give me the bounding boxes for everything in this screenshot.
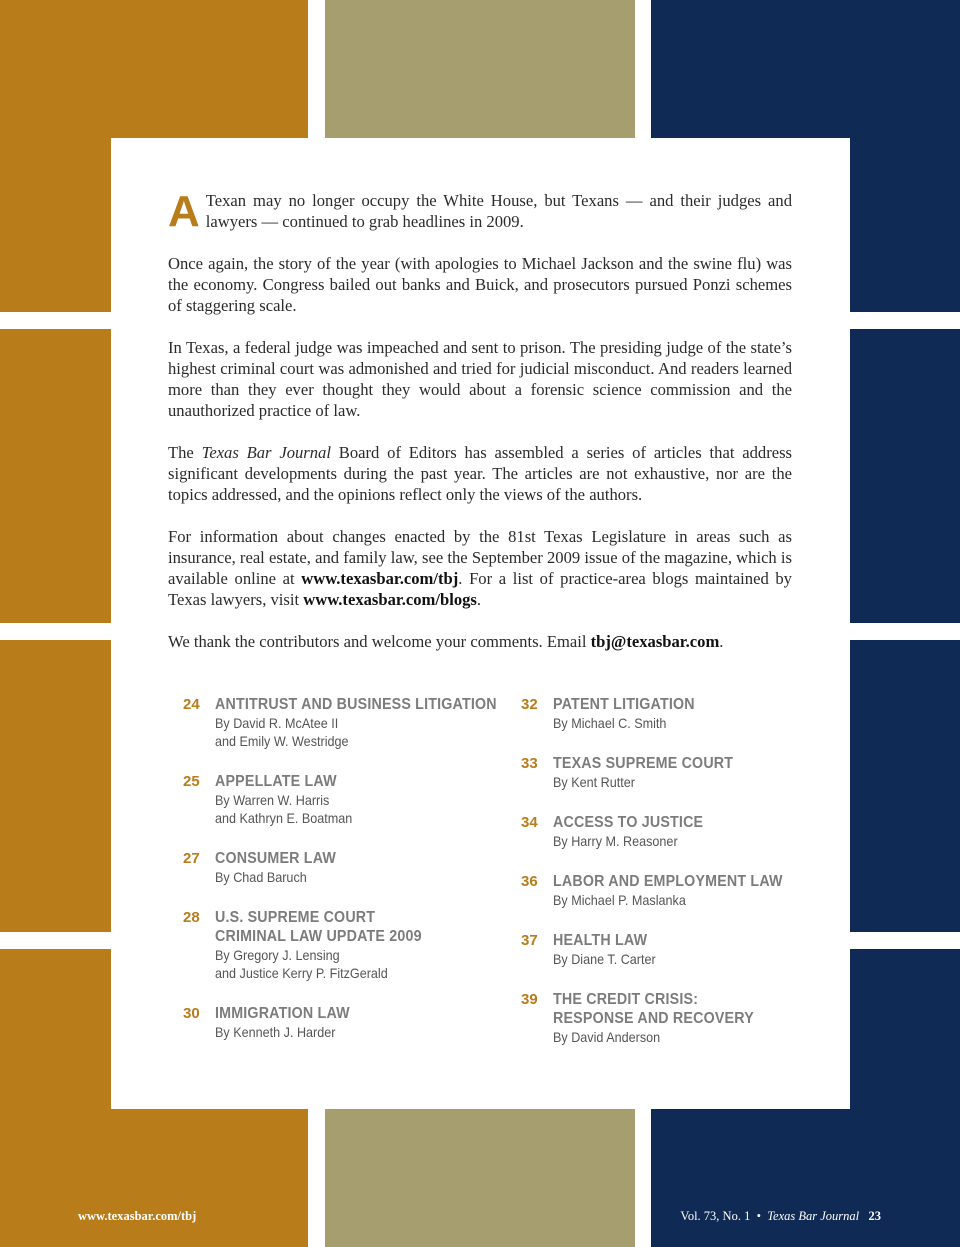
toc-entry[interactable] <box>521 813 841 850</box>
toc-page-number: 33 <box>521 755 538 772</box>
toc-author-line: By Warren W. Harris <box>215 792 330 808</box>
intro-paragraph-4 <box>168 442 792 505</box>
toc-page-number: 36 <box>521 873 538 890</box>
bg-tile <box>0 0 308 138</box>
footer-url[interactable]: www.texasbar.com/tbj <box>78 1209 197 1223</box>
toc-entry[interactable] <box>183 772 503 827</box>
toc-page-number: 39 <box>521 991 538 1008</box>
intro-p2-text: Once again, the story of the year (with apologies to Michael Jackson and the swine flu) was the economy. Congress bailed out banks and Buick, and prosecutors pursued Ponzi schemes of staggering scale. <box>168 254 792 315</box>
intro-paragraph-2 <box>168 253 792 316</box>
blogs-link[interactable]: www.texasbar.com/blogs <box>303 590 477 609</box>
toc-page-number: 24 <box>183 696 200 713</box>
bg-tile <box>0 949 111 1109</box>
toc-entry[interactable] <box>183 695 503 750</box>
toc-entry[interactable] <box>183 849 503 886</box>
toc-author-line: By Diane T. Carter <box>553 951 656 967</box>
toc-entry[interactable] <box>521 990 841 1046</box>
toc-left-column <box>183 695 503 1063</box>
bg-tile <box>325 0 635 138</box>
toc-article-title: HEALTH LAW <box>553 932 648 949</box>
toc-article-title: RESPONSE AND RECOVERY <box>553 1010 754 1027</box>
toc-entry[interactable] <box>521 872 841 909</box>
bg-tile <box>0 1109 308 1247</box>
toc-author-line: By Michael P. Maslanka <box>553 892 686 908</box>
toc-article-title: CRIMINAL LAW UPDATE 2009 <box>215 928 422 945</box>
toc-author-line: and Kathryn E. Boatman <box>215 810 353 826</box>
content-panel <box>111 138 850 1109</box>
intro-text <box>168 187 793 673</box>
bg-tile <box>0 640 111 932</box>
toc-article-title: TEXAS SUPREME COURT <box>553 755 734 772</box>
page-number: 23 <box>868 1209 881 1223</box>
footer-volume: Vol. 73, No. 1 <box>680 1209 751 1223</box>
footer-bullet: • <box>756 1209 761 1223</box>
toc-article-title: IMMIGRATION LAW <box>215 1005 350 1022</box>
intro-paragraph-6 <box>168 631 792 652</box>
toc-author-line: By Harry M. Reasoner <box>553 833 678 849</box>
toc-author-line: By David Anderson <box>553 1029 661 1045</box>
toc-article-title: U.S. SUPREME COURT <box>215 909 376 926</box>
toc-page-number: 30 <box>183 1005 200 1022</box>
toc-page-number: 28 <box>183 909 200 926</box>
dropcap: A <box>168 187 200 236</box>
toc-author-line: By Gregory J. Lensing <box>215 947 340 963</box>
bg-tile <box>325 1109 635 1247</box>
toc-author-line: By David R. McAtee II <box>215 715 339 731</box>
intro-p6-a: We thank the contributors and welcome your comments. Email <box>168 632 591 651</box>
toc-author-line: By Kenneth J. Harder <box>215 1024 336 1040</box>
toc-author-line: By Michael C. Smith <box>553 715 667 731</box>
toc-article-title: APPELLATE LAW <box>215 773 337 790</box>
bg-tile <box>0 329 111 623</box>
bg-tile <box>850 949 960 1109</box>
intro-p1-text: Texan may no longer occupy the White House, but Texans — and their judges and lawyers — continued to grab headlines in 2009. <box>205 191 792 231</box>
intro-p5-a: For information about changes enacted by the 81st Texas Legislature in areas such as insurance, real estate, and family law, see the September 2009 issue of the magazine, which is available online at <box>168 527 792 588</box>
toc-author-line: By Chad Baruch <box>215 869 307 885</box>
toc-article-title: THE CREDIT CRISIS: <box>553 991 699 1008</box>
toc-page-number: 37 <box>521 932 538 949</box>
toc-entry[interactable] <box>183 1004 503 1041</box>
toc-page-number: 32 <box>521 696 538 713</box>
bg-tile <box>651 1109 960 1247</box>
toc-article-title: CONSUMER LAW <box>215 850 337 867</box>
toc-article-title: PATENT LITIGATION <box>553 696 695 713</box>
toc-entry[interactable] <box>521 754 841 791</box>
bg-tile <box>850 138 960 312</box>
bg-tile <box>850 329 960 623</box>
intro-p5-b: . For a list of practice-area blogs maintained by Texas lawyers, visit <box>168 569 792 609</box>
journal-title: Texas Bar Journal <box>201 443 331 462</box>
bg-tile <box>651 0 960 138</box>
intro-paragraph-3 <box>168 337 792 421</box>
toc-author-line: By Kent Rutter <box>553 774 635 790</box>
toc-author-line: and Justice Kerry P. FitzGerald <box>215 965 388 981</box>
toc-entry[interactable] <box>521 931 841 968</box>
toc-page-number: 27 <box>183 850 200 867</box>
toc-page-number: 34 <box>521 814 538 831</box>
toc-page-number: 25 <box>183 773 200 790</box>
toc-right-column <box>521 695 841 1068</box>
intro-paragraph-1 <box>168 187 792 236</box>
toc-article-title: ACCESS TO JUSTICE <box>553 814 704 831</box>
footer-journal: Texas Bar Journal <box>767 1209 860 1223</box>
bg-tile <box>0 138 111 312</box>
tbj-link[interactable]: www.texasbar.com/tbj <box>301 569 459 588</box>
toc-author-line: and Emily W. Westridge <box>215 733 349 749</box>
toc-entry[interactable] <box>521 695 841 732</box>
toc-article-title: ANTITRUST AND BUSINESS LITIGATION <box>215 696 497 713</box>
intro-p5-c: . <box>476 590 482 609</box>
toc-article-title: LABOR AND EMPLOYMENT LAW <box>553 873 783 890</box>
intro-paragraph-5 <box>168 526 792 610</box>
bg-tile <box>850 640 960 932</box>
intro-p4-pre: The <box>168 443 202 462</box>
intro-p6-c: . <box>719 632 724 651</box>
toc-entry[interactable] <box>183 908 503 982</box>
footer-issue <box>680 1209 881 1224</box>
email-link[interactable]: tbj@texasbar.com <box>590 632 720 651</box>
intro-p3-text: In Texas, a federal judge was impeached and sent to prison. The presiding judge of the state’s highest criminal court was admonished and tried for judicial misconduct. And readers learned more than they ever thought they would about a forensic science commission and the unauthorized practice of law. <box>168 338 792 420</box>
intro-p4-post: Board of Editors has assembled a series of articles that address significant developments during the past year. The articles are not exhaustive, nor are the topics addressed, and the opinions reflect only the views of the authors. <box>168 443 793 504</box>
